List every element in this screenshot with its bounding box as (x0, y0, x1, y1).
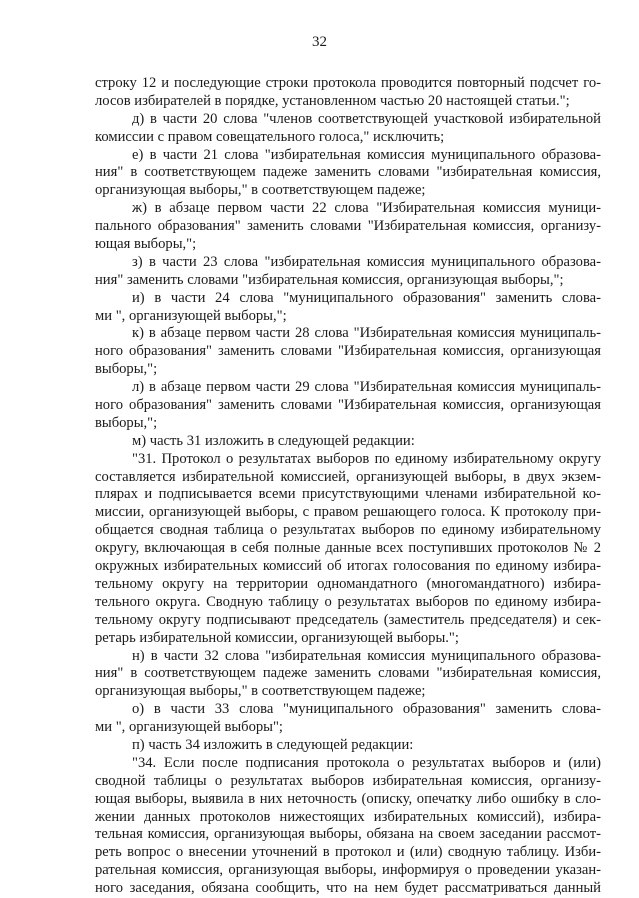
text-line: тельному округу на территории одномандатного (многомандатного) избира- (95, 575, 601, 592)
text-line: тельного округа. Сводную таблицу о результатах выборов по единому избира- (95, 593, 601, 610)
text-line: ного образования" заменить словами "Избирательная комиссия, организующая (95, 397, 601, 414)
text-line: строку 12 и последующие строки протокола проводится повторный подсчет го- (95, 75, 601, 91)
text-line: "31. Протокол о результатах выборов по единому избирательному округу (132, 450, 601, 467)
text-line: организующая выборы," в соответствующем падеже; (95, 683, 426, 700)
text-line: выборы,"; (95, 361, 158, 378)
text-line: тельная комиссия, организующая выборы, обязана на своем заседании рассмот- (95, 826, 601, 843)
text-line: составляется избирательной комиссией, организующей выборы, в двух экзем- (95, 468, 601, 485)
text-line: окружных избирательных комиссий об итогах голосования по единому избира- (95, 558, 601, 575)
text-line: ния" заменить словами "избирательная комиссия, организующая выборы,"; (95, 271, 564, 288)
text-line: о) в части 33 слова "муниципального образования" заменить слова- (132, 701, 601, 718)
text-line: ного образования" заменить словами "Избирательная комиссия, организующая (95, 343, 601, 360)
text-line: ретарь избирательной комиссии, организующей выборы."; (95, 629, 459, 646)
text-line: тельному округу подписывают председатель (заместитель председателя) и сек- (95, 611, 601, 628)
text-line: ющая выборы,"; (95, 236, 197, 253)
text-line: пального образования" заменить словами "Избирательная комиссия, организу- (95, 218, 601, 235)
text-line: ми ", организующей выборы"; (95, 719, 283, 736)
text-line: плярах и подписывается всеми присутствующими членами избирательной ко- (95, 486, 601, 503)
text-line: ного заседания, обязана сообщить, что на нем будет рассматриваться данный (95, 880, 601, 897)
text-line: к) в абзаце первом части 28 слова "Избирательная комиссия муниципаль- (132, 325, 601, 342)
text-line: з) в части 23 слова "избирательная комиссия муниципального образова- (132, 253, 601, 270)
text-line: ния" в соответствующем падеже заменить словами "избирательная комиссия, (95, 665, 601, 682)
text-line: округу, включающая в себя полные данные всех поступивших протоколов № 2 (95, 540, 601, 557)
text-line: организующая выборы," в соответствующем падеже; (95, 182, 426, 199)
text-line: сводной таблицы о результатах выборов избирательная комиссия, организу- (95, 772, 601, 789)
text-line: комиссии с правом совещательного голоса," исключить; (95, 128, 445, 145)
text-line: д) в части 20 слова "членов соответствующей участковой избирательной (132, 110, 601, 127)
text-line: м) часть 31 изложить в следующей редакции: (132, 432, 415, 449)
text-line: ния" в соответствующем падеже заменить словами "избирательная комиссия, (95, 164, 601, 181)
text-line: жении данных протоколов нижестоящих избирательных комиссий), избира- (95, 808, 601, 825)
text-line: е) в части 21 слова "избирательная комиссия муниципального образова- (132, 146, 601, 163)
text-line: ющая выборы, выявила в них неточность (описку, опечатку либо ошибку в сло- (95, 790, 601, 807)
document-body (95, 75, 601, 898)
text-line: л) в абзаце первом части 29 слова "Избирательная комиссия муниципаль- (132, 379, 601, 396)
text-line: п) часть 34 изложить в следующей редакции: (132, 736, 414, 753)
page-number: 32 (312, 34, 327, 50)
text-line: выборы,"; (95, 414, 158, 431)
text-line: реть вопрос о внесении уточнений в протокол и (или) сводную таблицу. Изби- (95, 844, 601, 861)
text-line: и) в части 24 слова "муниципального образования" заменить слова- (132, 289, 601, 306)
text-line: общается сводная таблица о результатах выборов по единому избирательному (95, 522, 601, 539)
text-line: ж) в абзаце первом части 22 слова "Избирательная комиссия муници- (132, 200, 601, 217)
text-line: ми ", организующей выборы,"; (95, 307, 287, 324)
text-line: н) в части 32 слова "избирательная комиссия муниципального образова- (132, 647, 601, 664)
text-line: рательная комиссия, организующая выборы, информируя о проведении указан- (95, 862, 601, 879)
text-line: миссии, организующей выборы, с правом решающего голоса. К протоколу при- (95, 504, 601, 521)
text-line: лосов избирателей в порядке, установленном частью 20 настоящей статьи."; (95, 92, 570, 109)
text-line: "34. Если после подписания протокола о результатах выборов и (или) (132, 754, 601, 771)
